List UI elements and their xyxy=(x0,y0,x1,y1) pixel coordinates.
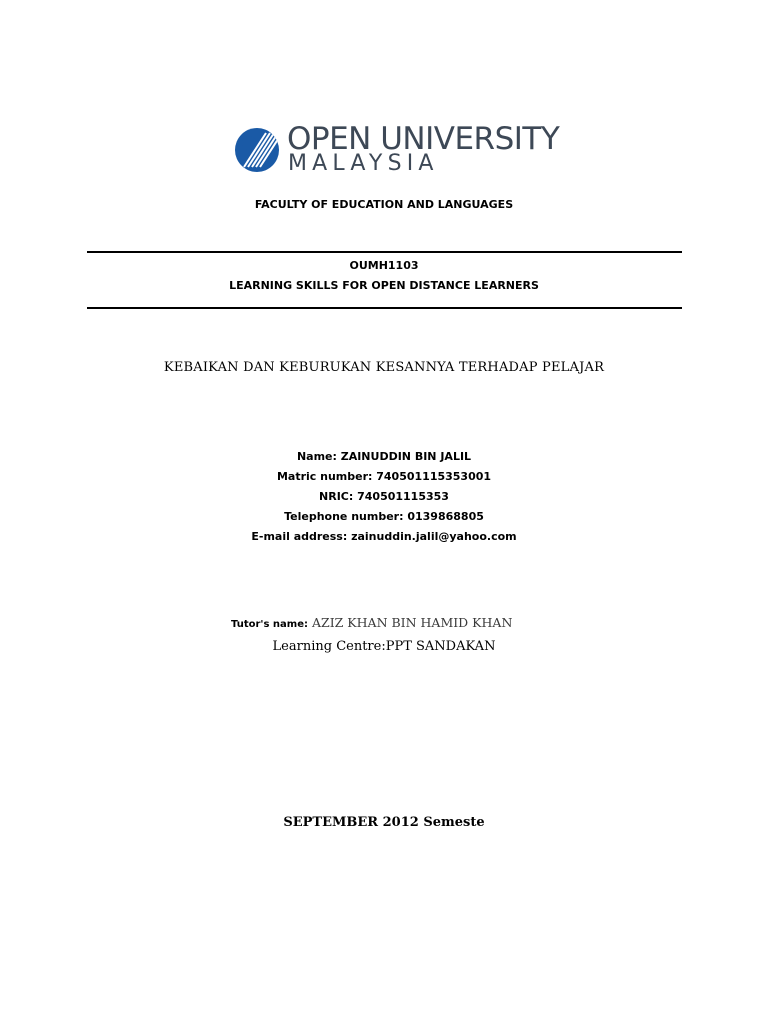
top-divider xyxy=(87,251,682,253)
faculty-name: FACULTY OF EDUCATION AND LANGUAGES xyxy=(254,198,514,211)
logo-title: OPEN UNIVERSITY xyxy=(287,121,560,157)
semester: SEPTEMBER 2012 Semeste xyxy=(283,815,485,830)
email-address: E-mail address: zainuddin.jalil@yahoo.com xyxy=(251,530,517,543)
course-code: OUMH1103 xyxy=(349,259,419,272)
learning-centre: Learning Centre:PPT SANDAKAN xyxy=(272,639,496,654)
assignment-title: KEBAIKAN DAN KEBURUKAN KESANNYA TERHADAP PELAJAR xyxy=(163,360,605,375)
open-university-logo-mark-icon xyxy=(234,127,280,173)
university-logo xyxy=(234,121,560,176)
nric-number: NRIC: 740501115353 xyxy=(319,490,449,503)
logo-subtitle: MALAYSIA xyxy=(288,151,439,176)
course-title: LEARNING SKILLS FOR OPEN DISTANCE LEARNERS xyxy=(229,279,539,292)
tutor-label: Tutor's name: xyxy=(231,619,308,630)
tutor-name: AZIZ KHAN BIN HAMID KHAN xyxy=(312,615,513,630)
telephone-number: Telephone number: 0139868805 xyxy=(284,510,484,523)
student-name: Name: ZAINUDDIN BIN JALIL xyxy=(296,450,472,463)
matric-number: Matric number: 740501115353001 xyxy=(276,470,492,483)
bottom-divider xyxy=(87,307,682,309)
tutor-row xyxy=(231,612,512,631)
